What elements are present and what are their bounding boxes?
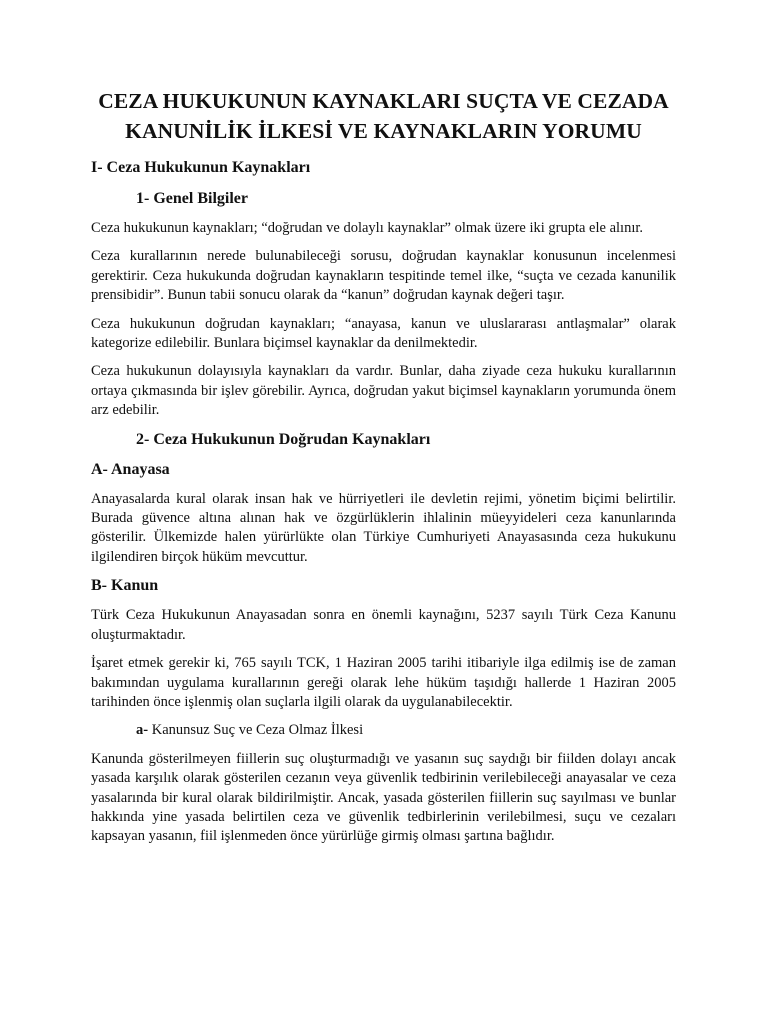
paragraph: Ceza hukukunun kaynakları; “doğrudan ve dolaylı kaynaklar” olmak üzere iki grupta ele alınır. [91, 220, 644, 236]
subsection-heading-direct-sources: 2- Ceza Hukukunun Doğrudan Kaynakları [136, 430, 431, 448]
paragraph: Türk Ceza Hukukunun Anayasadan sonra en önemli kaynağını, 5237 sayılı Türk Ceza Kanunu oluşturmaktadır. [91, 607, 676, 643]
subheading-legality-principle [91, 721, 676, 740]
paragraph: Ceza kurallarının nerede bulunabileceği sorusu, doğrudan kaynaklar konusunun incelenmesi gerektirir. Ceza hukukunda doğrudan kaynakların tespitinde temel ilke, “suçta ve cezada kanunilik prensibidir”. Bunun tabii sonucu olarak da “kanun” doğrudan kaynak değeri taşır. [91, 248, 676, 304]
heading-law: B- Kanun [91, 577, 159, 595]
paragraph: Ceza hukukunun doğrudan kaynakları; “anayasa, kanun ve uluslararası antlaşmalar” olarak kategorize edilebilir. Bunlara biçimsel kaynaklar da denilmektedir. [91, 315, 676, 352]
subheading-label: a- [136, 722, 149, 739]
subsection-heading-general: 1- Genel Bilgiler [136, 190, 248, 207]
paragraph: Anayasalarda kural olarak insan hak ve hürriyetleri ile devletin rejimi, yönetim biçimi belirtilir. Burada güvence altına alınan hak ve özgürlüklerin ihlalinin müeyyideleri ceza kanunlarında gösterilir. Ülkemizde halen yürürlükte olan Türkiye Cumhuriyeti Anayasasında ceza hukukunu ilgilendiren birçok hüküm mevcuttur. [91, 490, 676, 565]
document-title: CEZA HUKUKUNUN KAYNAKLARI SUÇTA VE CEZADA KANUNİLİK İLKESİ VE KAYNAKLARIN YORUMU [98, 89, 669, 143]
paragraph: İşaret etmek gerekir ki, 765 sayılı TCK, 1 Haziran 2005 tarihi itibariyle ilga edilmiş ise de zaman bakımından uygulama kurallarının gereği olarak lehe hüküm taşıdığı hallerde 1 Haziran 2005 tarihinden önce işlenmiş olan suçlarla ilgili olarak da uygulanabilecektir. [91, 655, 676, 710]
heading-constitution: A- Anayasa [91, 460, 170, 478]
paragraph: Kanunda gösterilmeyen fiillerin suç oluşturmadığı ve yasanın suç saydığı bir fiilden dolayı ancak yasada karşılık olarak gösterilen cezanın veya güvenlik tedbirinin verilebileceği anayasalar ve ceza yasalarında bir kural olarak bildirilmiştir. Ancak, yasada gösterilen fiillerin suç sayılması ve bunlar hakkında yine yasada belirtilen ceza ve güvenlik tedbirlerinin verilebilmesi, suçu ve cezaları kapsayan yasanın, fiil işlenmeden önce yürürlüğe girmiş olması şartına bağlıdır. [91, 750, 676, 845]
subheading-title: Kanunsuz Suç ve Ceza Olmaz İlkesi [148, 722, 364, 739]
section-heading-sources: I- Ceza Hukukunun Kaynakları [91, 159, 311, 176]
paragraph: Ceza hukukunun dolayısıyla kaynakları da vardır. Bunlar, daha ziyade ceza hukuku kurallarının ortaya çıkmasında bir işlev görebilir. Ayrıca, doğrudan yakut biçimsel kaynakların yorumunda önem arz edebilir. [91, 363, 676, 419]
